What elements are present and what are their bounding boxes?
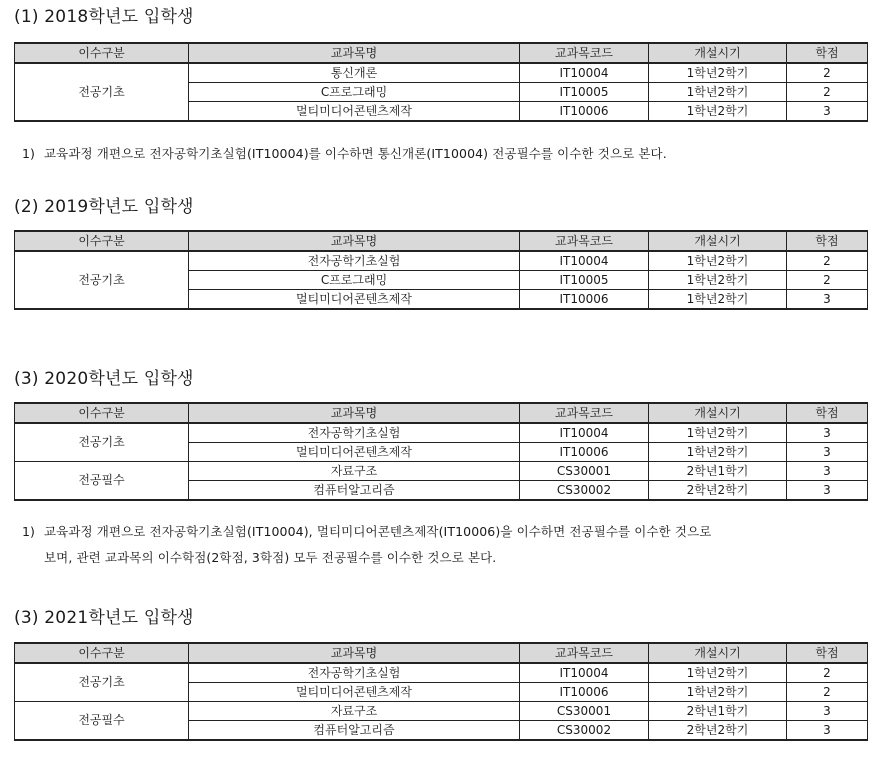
course-credit: 3 [787,423,868,443]
course-code: IT10004 [520,63,649,83]
category-cell: 전공필수 [15,702,189,741]
course-term: 1학년2학기 [649,102,787,122]
course-code: IT10006 [520,102,649,122]
course-code: CS30002 [520,481,649,501]
footnote [22,522,711,568]
course-code: CS30001 [520,462,649,481]
course-code: IT10005 [520,271,649,290]
course-name: 멀티미디어콘텐츠제작 [189,683,520,702]
course-code: IT10006 [520,443,649,462]
course-name: 자료구조 [189,462,520,481]
table-row [15,63,868,83]
course-name: 통신개론 [189,63,520,83]
header-course-name: 교과목명 [189,231,520,251]
course-name: 자료구조 [189,702,520,721]
header-term: 개설시기 [649,43,787,63]
header-course-name: 교과목명 [189,403,520,423]
course-term: 2학년2학기 [649,721,787,741]
header-course-code: 교과목코드 [520,43,649,63]
course-table [14,642,868,741]
course-name: C프로그래밍 [189,271,520,290]
course-term: 1학년2학기 [649,271,787,290]
course-name: 멀티미디어콘텐츠제작 [189,102,520,122]
header-course-code: 교과목코드 [520,231,649,251]
header-course-name: 교과목명 [189,643,520,663]
header-row [15,643,868,663]
header-category: 이수구분 [15,231,189,251]
course-name: 전자공학기초실험 [189,251,520,271]
footnote-text: 교육과정 개편으로 전자공학기초실험(IT10004)를 이수하면 통신개론(IT10004) 전공필수를 이수한 것으로 본다. [44,146,667,161]
course-credit: 3 [787,462,868,481]
table-row [15,251,868,271]
footnote [22,144,667,164]
header-credit: 학점 [787,43,868,63]
course-name: 멀티미디어콘텐츠제작 [189,290,520,310]
table-row [15,423,868,443]
category-cell: 전공필수 [15,462,189,501]
course-name: 컴퓨터알고리즘 [189,481,520,501]
course-term: 1학년2학기 [649,83,787,102]
course-term: 1학년2학기 [649,443,787,462]
table-row [15,702,868,721]
course-code: IT10006 [520,683,649,702]
course-name: 전자공학기초실험 [189,423,520,443]
course-table [14,402,868,501]
header-course-code: 교과목코드 [520,643,649,663]
course-name: 멀티미디어콘텐츠제작 [189,443,520,462]
course-credit: 2 [787,663,868,683]
course-code: CS30002 [520,721,649,741]
course-credit: 2 [787,683,868,702]
course-code: CS30001 [520,702,649,721]
header-term: 개설시기 [649,403,787,423]
course-term: 2학년1학기 [649,702,787,721]
course-credit: 2 [787,83,868,102]
course-credit: 3 [787,721,868,741]
course-name: C프로그래밍 [189,83,520,102]
course-term: 2학년1학기 [649,462,787,481]
section-title: (2) 2019학년도 입학생 [14,197,194,217]
section-title: (1) 2018학년도 입학생 [14,7,194,27]
footnote-number: 1) [22,524,36,539]
course-table [14,230,868,310]
header-credit: 학점 [787,231,868,251]
course-credit: 3 [787,290,868,310]
header-row [15,403,868,423]
course-credit: 2 [787,271,868,290]
category-cell: 전공기초 [15,423,189,462]
header-course-code: 교과목코드 [520,403,649,423]
header-course-name: 교과목명 [189,43,520,63]
course-term: 1학년2학기 [649,63,787,83]
course-code: IT10006 [520,290,649,310]
header-credit: 학점 [787,403,868,423]
course-term: 1학년2학기 [649,683,787,702]
footnote-text-line-1: 교육과정 개편으로 전자공학기초실험(IT10004), 멀티미디어콘텐츠제작(IT10006)을 이수하면 전공필수를 이수한 것으로 [44,524,712,539]
section-title: (3) 2021학년도 입학생 [14,608,194,628]
course-term: 1학년2학기 [649,251,787,271]
header-category: 이수구분 [15,643,189,663]
header-credit: 학점 [787,643,868,663]
course-code: IT10005 [520,83,649,102]
course-credit: 2 [787,63,868,83]
header-row [15,231,868,251]
course-credit: 3 [787,481,868,501]
footnote-number: 1) [22,146,36,161]
header-term: 개설시기 [649,231,787,251]
category-cell: 전공기초 [15,663,189,702]
header-category: 이수구분 [15,403,189,423]
course-term: 1학년2학기 [649,423,787,443]
category-cell: 전공기초 [15,63,189,121]
header-term: 개설시기 [649,643,787,663]
header-row [15,43,868,63]
course-credit: 3 [787,102,868,122]
course-credit: 2 [787,251,868,271]
category-cell: 전공기초 [15,251,189,309]
course-name: 컴퓨터알고리즘 [189,721,520,741]
table-row [15,663,868,683]
course-term: 2학년2학기 [649,481,787,501]
course-code: IT10004 [520,251,649,271]
header-category: 이수구분 [15,43,189,63]
course-table [14,42,868,122]
course-credit: 3 [787,443,868,462]
course-code: IT10004 [520,663,649,683]
table-row [15,462,868,481]
footnote-text-line-2: 보며, 관련 교과목의 이수학점(2학점, 3학점) 모두 전공필수를 이수한 것으로 본다. [44,550,497,565]
course-code: IT10004 [520,423,649,443]
course-name: 전자공학기초실험 [189,663,520,683]
course-term: 1학년2학기 [649,663,787,683]
section-title: (3) 2020학년도 입학생 [14,369,194,389]
course-credit: 3 [787,702,868,721]
course-term: 1학년2학기 [649,290,787,310]
